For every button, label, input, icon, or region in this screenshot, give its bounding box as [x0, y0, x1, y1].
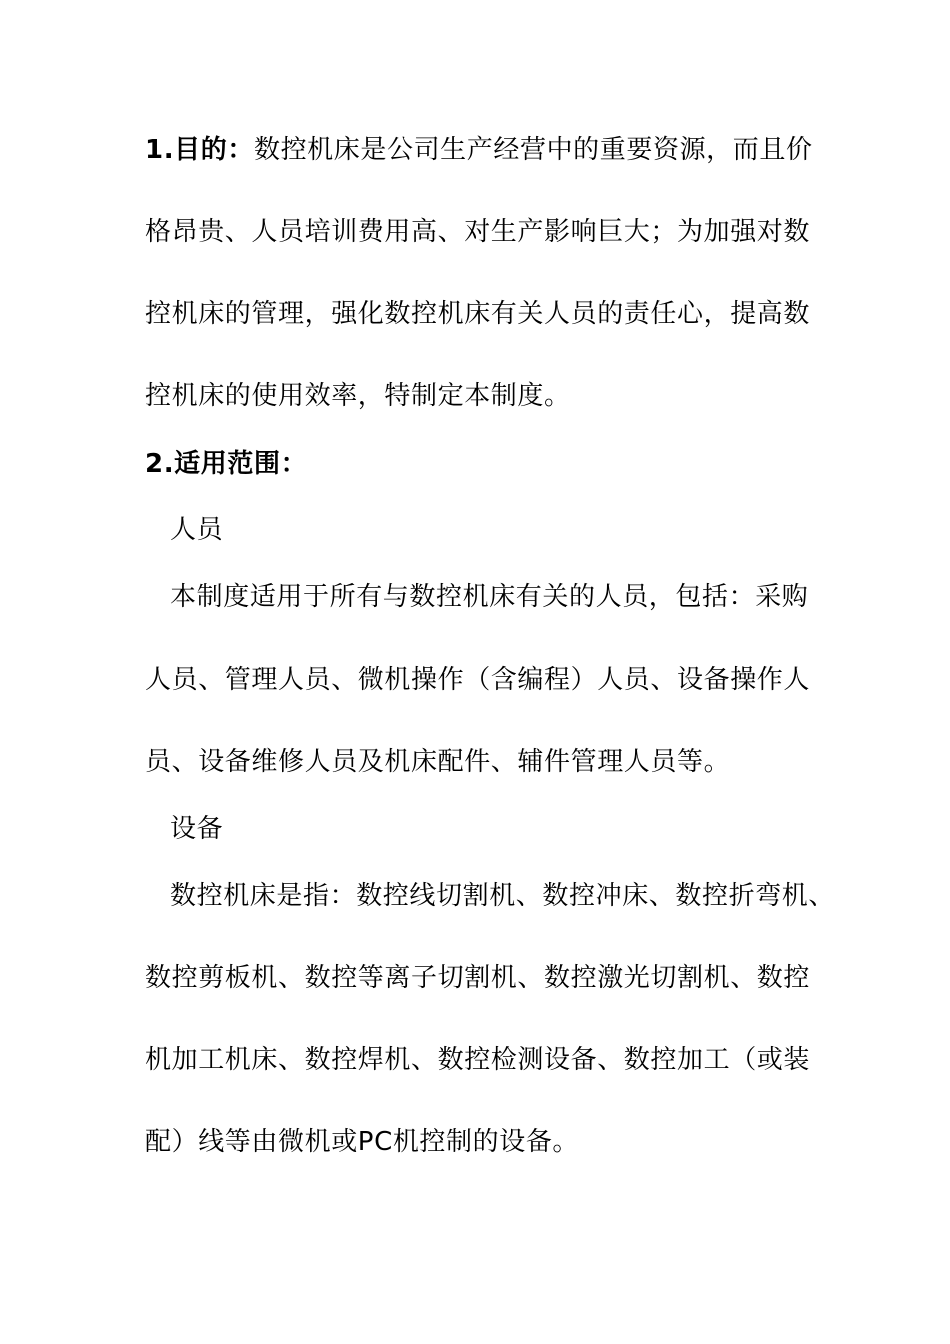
section1-heading: 1.目的： — [145, 135, 254, 165]
equipment-line: 数控剪板机、数控等离子切割机、数控激光切割机、数控 — [145, 963, 811, 993]
equipment-line: 配）线等由微机或PC机控制的设备。 — [145, 1127, 580, 1157]
section1-line: 控机床的管理，强化数控机床有关人员的责任心，提高数 — [145, 299, 811, 329]
section1-line: 格昂贵、人员培训费用高、对生产影响巨大；为加强对数 — [145, 217, 811, 247]
personnel-line: 本制度适用于所有与数控机床有关的人员，包括：采购 — [170, 582, 809, 612]
section1-line: 数控机床是公司生产经营中的重要资源，而且价 — [253, 135, 813, 165]
equipment-title: 设备 — [170, 814, 224, 844]
section1-line: 控机床的使用效率，特制定本制度。 — [145, 381, 571, 411]
equipment-line: 数控机床是指：数控线切割机、数控冲床、数控折弯机、 — [170, 881, 836, 911]
personnel-line: 人员、管理人员、微机操作（含编程）人员、设备操作人 — [145, 665, 811, 695]
section1-first-line — [145, 134, 813, 166]
personnel-title: 人员 — [170, 515, 224, 545]
personnel-line: 员、设备维修人员及机床配件、辅件管理人员等。 — [145, 747, 731, 777]
equipment-line: 机加工机床、数控焊机、数控检测设备、数控加工（或装 — [145, 1045, 811, 1075]
section2-heading: 2.适用范围： — [145, 449, 308, 479]
